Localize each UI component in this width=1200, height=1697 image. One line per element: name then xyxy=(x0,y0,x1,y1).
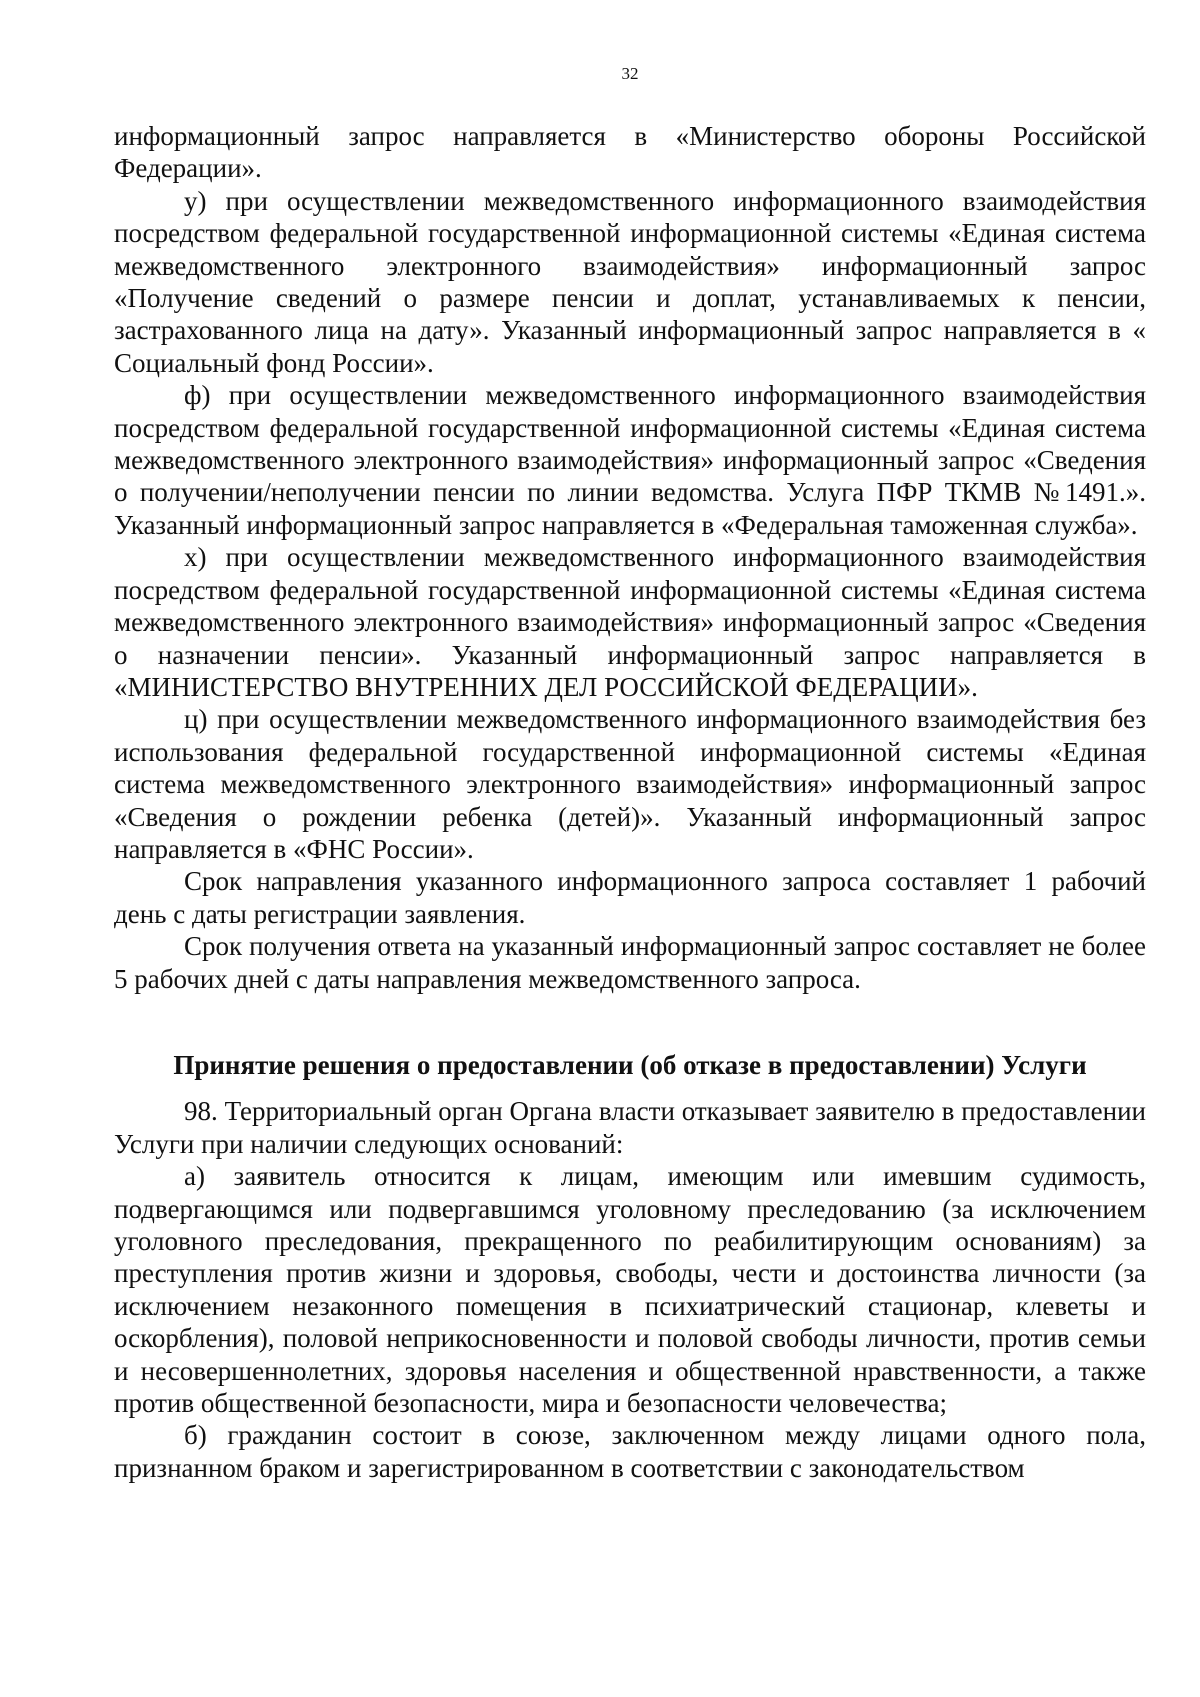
paragraph-response-deadline: Срок получения ответа на указанный информационный запрос составляет не более 5 рабочих дней с даты направления межведомственного запроса. xyxy=(114,931,1146,994)
paragraph-item-kh: х) при осуществлении межведомственного информационного взаимодействия посредством федеральной государственной информационной системы «Единая система межведомственного электронного взаимодействия» информационный запрос «Сведения о назначении пенсии». Указанный информационный запрос направляется в «МИНИСТЕРСТВО ВНУТРЕННИХ ДЕЛ РОССИЙСКОЙ ФЕДЕРАЦИИ». xyxy=(114,542,1146,702)
paragraph-item-f: ф) при осуществлении межведомственного информационного взаимодействия посредством федеральной государственной информационной системы «Единая система межведомственного электронного взаимодействия» информационный запрос «Сведения о получении/неполучении пенсии по линии ведомства. Услуга ПФР ТКМВ №1491.». Указанный информационный запрос направляется в «Федеральная таможенная служба». xyxy=(114,380,1146,540)
paragraph-item-b: б) гражданин состоит в союзе, заключенном между лицами одного пола, признанном браком и зарегистрированном в соответствии с законодательством xyxy=(114,1420,1146,1483)
paragraph-item-u: у) при осуществлении межведомственного информационного взаимодействия посредством федеральной государственной информационной системы «Единая система межведомственного электронного взаимодействия» информационный запрос «Получение сведений о размере пенсии и доплат, устанавливаемых к пенсии, застрахованного лица на дату». Указанный информационный запрос направляется в « Социальный фонд России». xyxy=(114,185,1146,378)
paragraph-request-deadline: Срок направления указанного информационного запроса составляет 1 рабочий день с даты регистрации заявления. xyxy=(114,866,1146,929)
paragraph-98: 98. Территориальный орган Органа власти отказывает заявителю в предоставлении Услуги при наличии следующих оснований: xyxy=(114,1096,1146,1159)
paragraph-item-ts: ц) при осуществлении межведомственного информационного взаимодействия без использования федеральной государственной информационной системы «Единая система межведомственного электронного взаимодействия» информационный запрос «Сведения о рождении ребенка (детей)». Указанный информационный запрос направляется в «ФНС России». xyxy=(114,704,1146,864)
paragraph-continuation: информационный запрос направляется в «Министерство обороны Российской Федерации». xyxy=(114,121,1146,184)
page-number: 32 xyxy=(621,64,639,83)
section-heading: Принятие решения о предоставлении (об отказе в предоставлении) Услуги xyxy=(173,1049,1087,1080)
paragraph-item-a: а) заявитель относится к лицам, имеющим или имевшим судимость, подвергающимся или подвергавшимся уголовному преследованию (за исключением уголовного преследования, прекращенного по реабилитирующим основаниям) за преступления против жизни и здоровья, свободы, чести и достоинства личности (за исключением незаконного помещения в психиатрический стационар, клеветы и оскорбления), половой неприкосновенности и половой свободы личности, против семьи и несовершеннолетних, здоровья населения и общественной нравственности, а также против общественной безопасности, мира и безопасности человечества; xyxy=(114,1161,1146,1419)
